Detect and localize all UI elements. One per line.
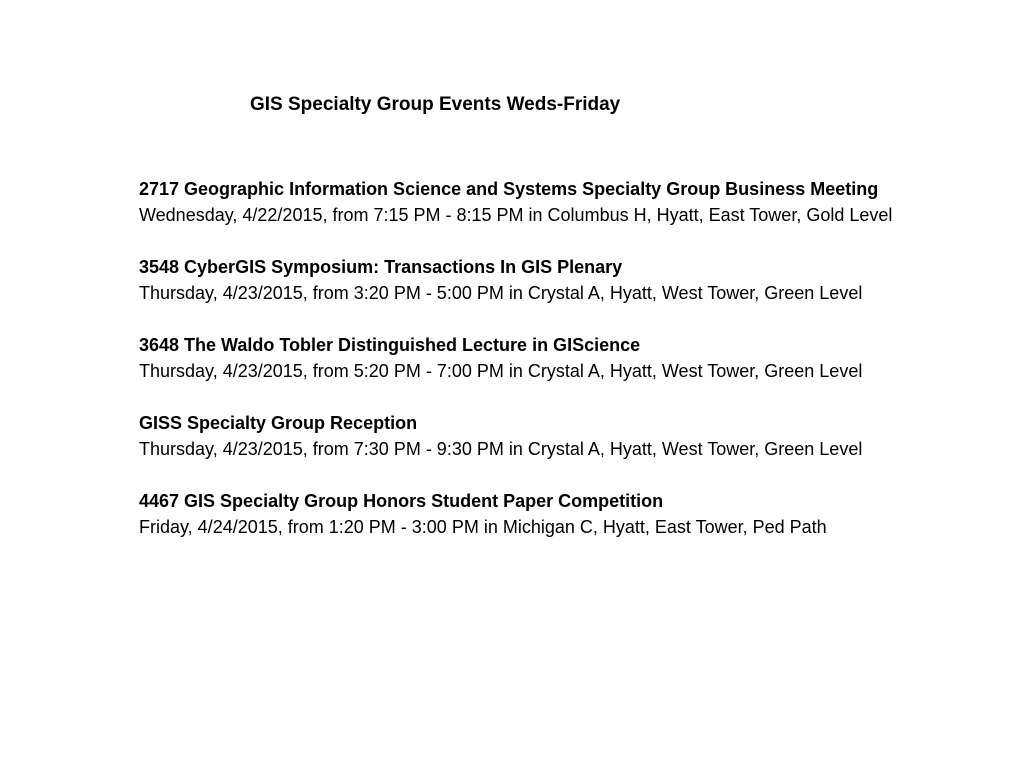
event-detail: Wednesday, 4/22/2015, from 7:15 PM - 8:15 PM in Columbus H, Hyatt, East Tower, Gold Level [139,205,893,225]
event-item [139,254,939,306]
event-title: 4467 GIS Specialty Group Honors Student Paper Competition [139,491,664,511]
event-item [139,488,939,540]
event-detail: Thursday, 4/23/2015, from 3:20 PM - 5:00 PM in Crystal A, Hyatt, West Tower, Green Level [139,283,863,303]
event-item [139,176,939,228]
event-title: GISS Specialty Group Reception [139,413,418,433]
event-item [139,410,939,462]
event-detail: Thursday, 4/23/2015, from 7:30 PM - 9:30 PM in Crystal A, Hyatt, West Tower, Green Level [139,439,863,459]
event-item [139,332,939,384]
event-detail: Friday, 4/24/2015, from 1:20 PM - 3:00 PM in Michigan C, Hyatt, East Tower, Ped Path [139,517,827,537]
events-list [139,176,939,566]
event-detail: Thursday, 4/23/2015, from 5:20 PM - 7:00 PM in Crystal A, Hyatt, West Tower, Green Level [139,361,863,381]
event-title: 3648 The Waldo Tobler Distinguished Lecture in GIScience [139,335,641,355]
event-title: 2717 Geographic Information Science and Systems Specialty Group Business Meeting [139,179,879,199]
event-title: 3548 CyberGIS Symposium: Transactions In GIS Plenary [139,257,623,277]
slide-title: GIS Specialty Group Events Weds-Friday [250,94,621,115]
